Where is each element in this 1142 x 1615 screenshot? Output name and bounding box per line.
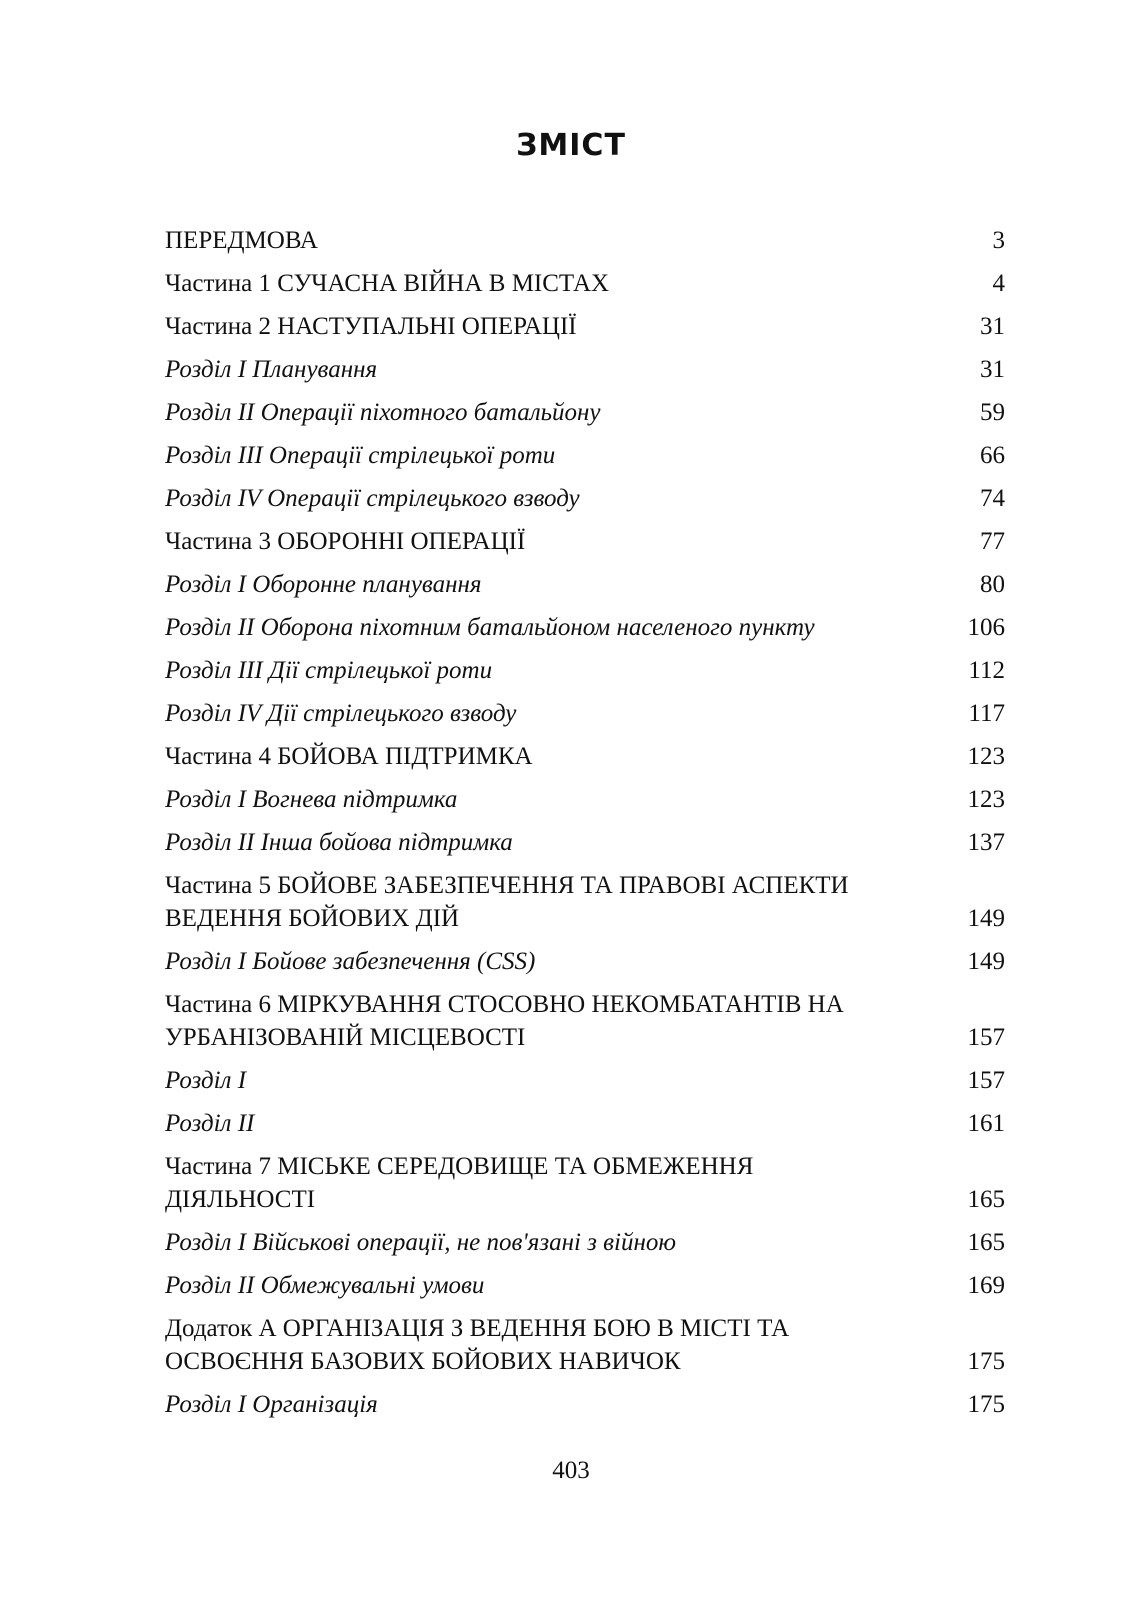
toc-entry-page-number: 175 [967,1391,1005,1418]
toc-entry-row [165,1183,1005,1216]
toc-entry-row [165,1107,1005,1140]
toc-entry-page-number: 165 [967,1229,1005,1256]
toc-entry-row [165,353,1005,386]
toc-entry-page-number: 157 [967,1067,1005,1094]
toc-entry-page-number: 59 [980,399,1005,426]
toc-entry-row [165,396,1005,429]
toc-entry-section [165,611,1005,644]
toc-entry-row [165,740,1005,773]
toc-entry-label: Розділ IV Операції стрілецького взводу [165,485,580,512]
toc-entry-section [165,353,1005,386]
toc-entry-section [165,783,1005,816]
toc-entry-title-line: Частина 6 МІРКУВАННЯ СТОСОВНО НЕКОМБАТАНТІВ НА [165,991,844,1018]
toc-entry-row [165,945,1005,978]
toc-entry-page-number: 123 [967,743,1005,770]
toc-entry-chapter [165,1150,1005,1216]
toc-entry-page-number: 149 [967,905,1005,932]
toc-entry-row [165,1388,1005,1421]
toc-entry-page-number: 112 [968,657,1005,684]
toc-entry-label: Частина 4 БОЙОВА ПІДТРИМКА [165,743,533,770]
toc-entry-section [165,826,1005,859]
toc-entry-chapter [165,224,1005,257]
toc-entry-row [165,1226,1005,1259]
toc-entry-page-number: 157 [967,1024,1005,1051]
toc-entry-row [165,826,1005,859]
toc-entry-label: Розділ II Операції піхотного батальйону [165,399,601,426]
toc-entry-row [165,439,1005,472]
toc-entry-section [165,654,1005,687]
toc-entry-label: Розділ I Бойове забезпечення (CSS) [165,948,536,975]
toc-entry-label: Розділ I [165,1067,247,1094]
toc-entry-page-number: 106 [967,614,1005,641]
toc-entry-label: ПЕРЕДМОВА [165,227,318,254]
toc-entry-label: Розділ I Організація [165,1391,378,1418]
toc-entry-title-line: Частина 5 БОЙОВЕ ЗАБЕЗПЕЧЕННЯ ТА ПРАВОВІ АСПЕКТИ [165,872,849,899]
toc-entry-label: Розділ I Планування [165,356,378,383]
toc-entry-label: Розділ I Вогнева підтримка [165,786,458,813]
toc-entry-label: Розділ IV Дії стрілецького взводу [165,700,517,727]
toc-entry-section [165,1388,1005,1421]
page-number: 403 [552,1457,590,1484]
toc-entry-row [165,1345,1005,1378]
toc-entry-chapter [165,1312,1005,1378]
toc-entry-page-number: 77 [980,528,1005,555]
toc-entry-chapter [165,869,1005,935]
toc-entry-row [165,1021,1005,1054]
toc-entry-label: ВЕДЕННЯ БОЙОВИХ ДІЙ [165,905,460,932]
toc-entry-page-number: 3 [992,227,1005,254]
toc-entry-chapter [165,310,1005,343]
toc-entry-page-number: 4 [992,270,1005,297]
toc-entry-section [165,396,1005,429]
toc-entry-page-number: 149 [967,948,1005,975]
toc-entry-label: ОСВОЄННЯ БАЗОВИХ БОЙОВИХ НАВИЧОК [165,1348,681,1375]
toc-entry-label: Розділ I Оборонне планування [165,571,482,598]
toc-entry-section [165,482,1005,515]
toc-entry-chapter [165,525,1005,558]
toc-entry-page-number: 31 [980,356,1005,383]
toc-entry-page-number: 117 [968,700,1005,727]
toc-entry-chapter [165,988,1005,1054]
toc-entry-label: Частина 3 ОБОРОННІ ОПЕРАЦІЇ [165,528,526,555]
toc-entry-label: Розділ I Військові операції, не пов'язані з війною [165,1229,676,1256]
toc-entry-section [165,1107,1005,1140]
toc-entry-row [165,525,1005,558]
toc-entry-label: УРБАНІЗОВАНІЙ МІСЦЕВОСТІ [165,1024,526,1051]
toc-entry-page-number: 175 [967,1348,1005,1375]
toc-entry-label: Розділ II Оборона піхотним батальйоном населеного пункту [165,614,815,641]
toc-entry-section [165,1226,1005,1259]
toc-entry-page-number: 80 [980,571,1005,598]
toc-entry-title-line: Додаток А ОРГАНІЗАЦІЯ З ВЕДЕННЯ БОЮ В МІСТІ ТА [165,1315,790,1342]
toc-entry-section [165,568,1005,601]
toc-entry-row [165,224,1005,257]
toc-entry-section [165,1269,1005,1302]
toc-entry-row [165,783,1005,816]
toc-entry-section [165,1064,1005,1097]
table-of-contents [165,224,1005,1431]
toc-entry-row [165,568,1005,601]
toc-entry-page-number: 31 [980,313,1005,340]
toc-entry-row [165,697,1005,730]
toc-entry-page-number: 137 [967,829,1005,856]
toc-entry-label: Розділ III Дії стрілецької роти [165,657,493,684]
toc-entry-section [165,697,1005,730]
toc-entry-label: Частина 1 СУЧАСНА ВІЙНА В МІСТАХ [165,270,610,297]
toc-entry-label: Розділ III Операції стрілецької роти [165,442,556,469]
toc-entry-row [165,902,1005,935]
toc-entry-label: Розділ II [165,1110,255,1137]
toc-entry-row [165,611,1005,644]
toc-entry-page-number: 123 [967,786,1005,813]
toc-entry-section [165,945,1005,978]
toc-entry-row [165,267,1005,300]
toc-entry-page-number: 169 [967,1272,1005,1299]
toc-entry-row [165,310,1005,343]
toc-entry-row [165,654,1005,687]
page-title: ЗМІСТ [516,128,626,163]
toc-entry-page-number: 74 [980,485,1005,512]
toc-entry-row [165,1269,1005,1302]
toc-entry-chapter [165,740,1005,773]
toc-entry-page-number: 66 [980,442,1005,469]
toc-entry-page-number: 165 [967,1186,1005,1213]
toc-entry-title-line: Частина 7 МІСЬКЕ СЕРЕДОВИЩЕ ТА ОБМЕЖЕННЯ [165,1153,754,1180]
toc-entry-chapter [165,267,1005,300]
toc-entry-page-number: 161 [967,1110,1005,1137]
toc-entry-label: ДІЯЛЬНОСТІ [165,1186,316,1213]
toc-entry-row [165,482,1005,515]
toc-entry-section [165,439,1005,472]
toc-entry-label: Розділ II Обмежувальні умови [165,1272,485,1299]
toc-entry-row [165,1064,1005,1097]
toc-entry-label: Розділ II Інша бойова підтримка [165,829,513,856]
toc-entry-label: Частина 2 НАСТУПАЛЬНІ ОПЕРАЦІЇ [165,313,577,340]
